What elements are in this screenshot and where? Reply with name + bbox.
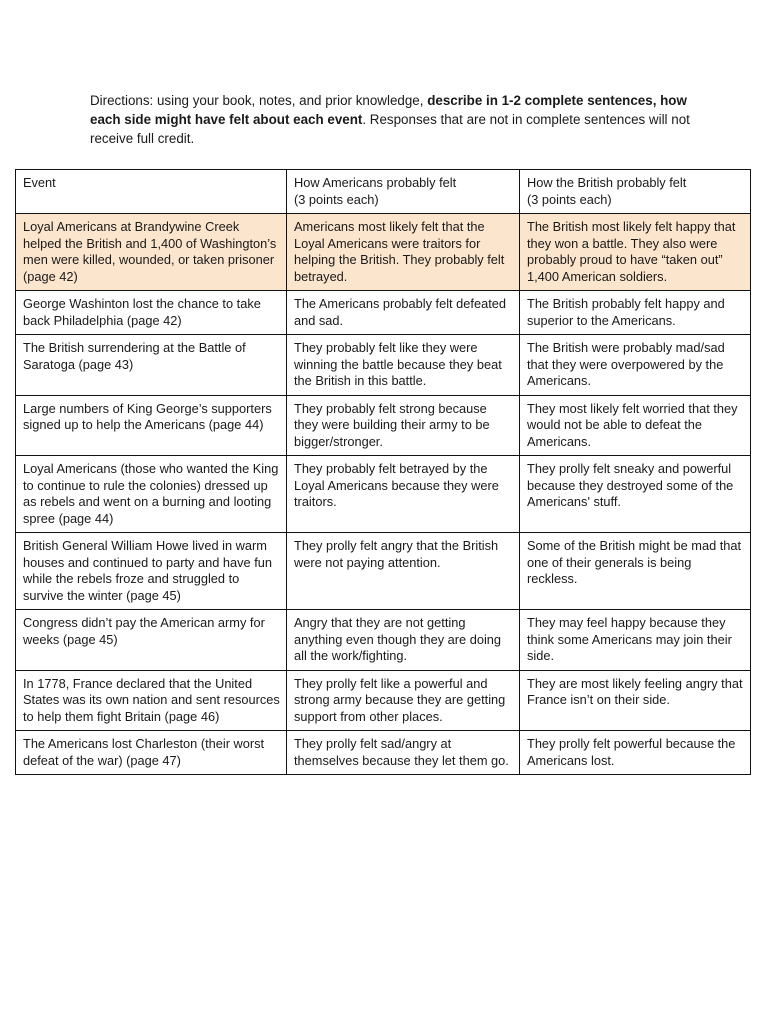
british-cell: The British were probably mad/sad that they were overpowered by the Americans.: [520, 335, 751, 396]
directions-suffix: . Responses that are not in complete sentences will not receive full credit.: [90, 112, 690, 146]
table-row: [16, 456, 751, 533]
table-row: [16, 291, 751, 335]
table-header-row: [16, 170, 751, 214]
header-event-label: Event: [23, 175, 56, 190]
events-table: [15, 169, 751, 775]
header-british: [520, 170, 751, 214]
event-cell: In 1778, France declared that the United States was its own nation and sent resources to help them fight Britain (page 46): [16, 670, 287, 731]
table-row: [16, 731, 751, 775]
british-cell: They may feel happy because they think some Americans may join their side.: [520, 610, 751, 671]
americans-cell: Americans most likely felt that the Loyal Americans were traitors for helping the British. They probably felt betrayed.: [287, 214, 520, 291]
header-british-label: How the British probably felt: [527, 175, 687, 190]
header-event: [16, 170, 287, 214]
british-cell: Some of the British might be mad that one of their generals is being reckless.: [520, 533, 751, 610]
event-cell: Loyal Americans (those who wanted the King to continue to rule the colonies) dressed up as rebels and went on a burning and looting spree (page 44): [16, 456, 287, 533]
directions-prefix: Directions: using your book, notes, and prior knowledge,: [90, 93, 428, 108]
event-cell: Loyal Americans at Brandywine Creek helped the British and 1,400 of Washington’s men were killed, wounded, or taken prisoner (page 42): [16, 214, 287, 291]
event-cell: George Washinton lost the chance to take back Philadelphia (page 42): [16, 291, 287, 335]
directions-bold: describe in 1-2 complete sentences, how each side might have felt about each event: [90, 93, 687, 127]
british-cell: They prolly felt powerful because the Americans lost.: [520, 731, 751, 775]
british-cell: The British most likely felt happy that they won a battle. They also were probably proud to have “taken out” 1,400 American soldiers.: [520, 214, 751, 291]
british-cell: They are most likely feeling angry that France isn’t on their side.: [520, 670, 751, 731]
table-row: [16, 533, 751, 610]
header-americans-points: (3 points each): [294, 191, 379, 207]
directions-paragraph: [90, 91, 690, 148]
table-row: [16, 610, 751, 671]
americans-cell: They probably felt like they were winning the battle because they beat the British in this battle.: [287, 335, 520, 396]
americans-cell: The Americans probably felt defeated and sad.: [287, 291, 520, 335]
americans-cell: Angry that they are not getting anything even though they are doing all the work/fighting.: [287, 610, 520, 671]
americans-cell: They prolly felt angry that the British were not paying attention.: [287, 533, 520, 610]
americans-cell: They probably felt strong because they were building their army to be bigger/stronger.: [287, 395, 520, 456]
header-americans-label: How Americans probably felt: [294, 175, 457, 190]
event-cell: Large numbers of King George’s supporters signed up to help the Americans (page 44): [16, 395, 287, 456]
header-americans: [287, 170, 520, 214]
header-british-points: (3 points each): [527, 191, 612, 207]
table-row: [16, 395, 751, 456]
americans-cell: They probably felt betrayed by the Loyal Americans because they were traitors.: [287, 456, 520, 533]
table-row: [16, 214, 751, 291]
table-row: [16, 670, 751, 731]
british-cell: They prolly felt sneaky and powerful because they destroyed some of the Americans' stuff.: [520, 456, 751, 533]
table-row: [16, 335, 751, 396]
americans-cell: They prolly felt sad/angry at themselves because they let them go.: [287, 731, 520, 775]
event-cell: British General William Howe lived in warm houses and continued to party and have fun while the rebels froze and struggled to survive the winter (page 45): [16, 533, 287, 610]
event-cell: The Americans lost Charleston (their worst defeat of the war) (page 47): [16, 731, 287, 775]
british-cell: The British probably felt happy and superior to the Americans.: [520, 291, 751, 335]
british-cell: They most likely felt worried that they would not be able to defeat the Americans.: [520, 395, 751, 456]
event-cell: The British surrendering at the Battle of Saratoga (page 43): [16, 335, 287, 396]
event-cell: Congress didn’t pay the American army for weeks (page 45): [16, 610, 287, 671]
americans-cell: They prolly felt like a powerful and strong army because they are getting support from other places.: [287, 670, 520, 731]
